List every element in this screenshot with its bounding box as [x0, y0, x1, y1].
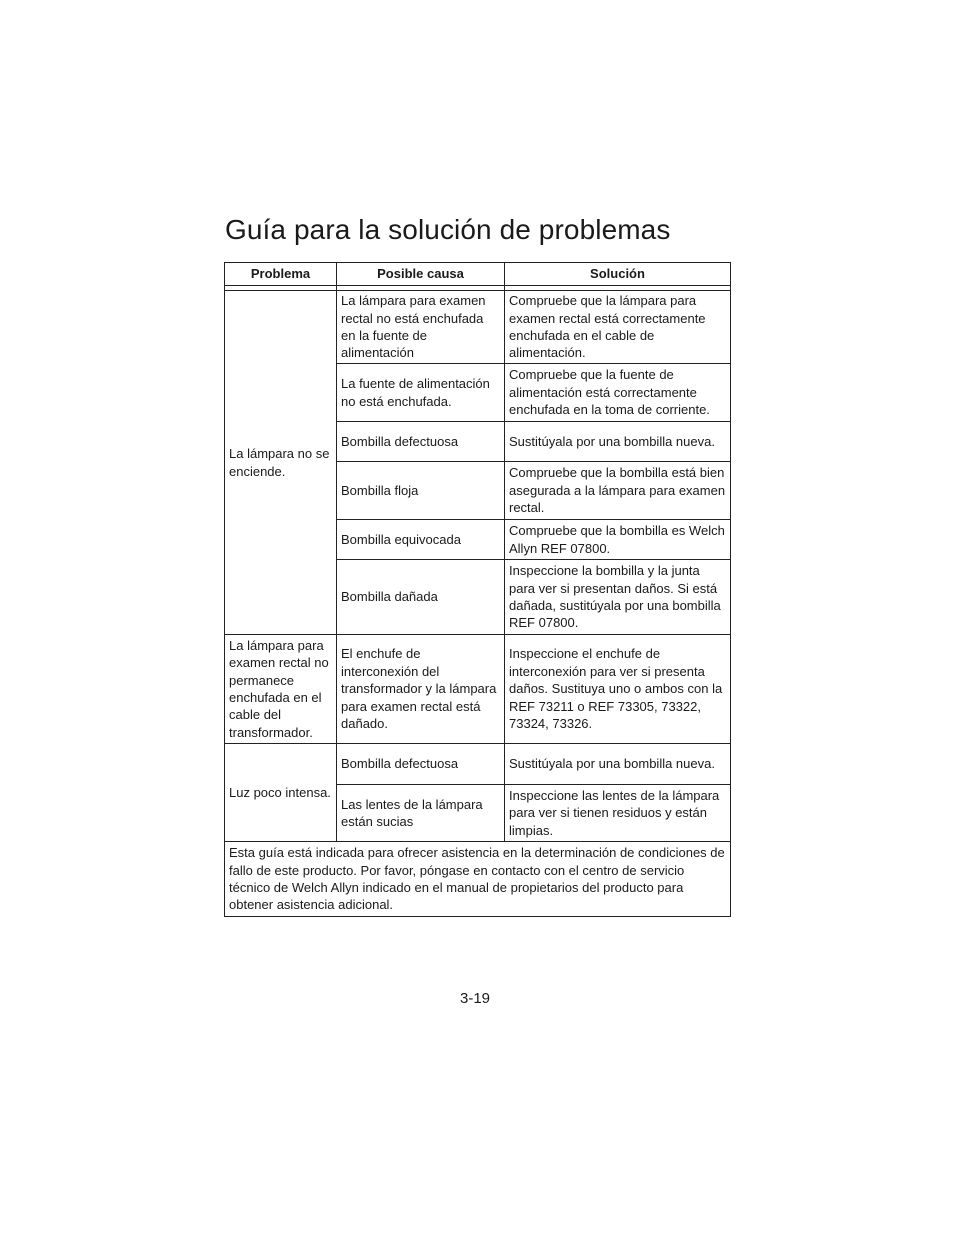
cause-cell: Bombilla defectuosa [337, 744, 505, 785]
cause-cell: La fuente de alimentación no está enchufada. [337, 364, 505, 422]
troubleshooting-table [224, 262, 731, 917]
table-row [225, 744, 731, 785]
cause-cell: Bombilla dañada [337, 560, 505, 635]
cause-cell: Las lentes de la lámpara están sucias [337, 785, 505, 842]
solution-cell: Compruebe que la bombilla es Welch Allyn REF 07800. [505, 520, 731, 560]
problem-cell: Luz poco intensa. [225, 744, 337, 842]
page-number: 3-19 [460, 990, 491, 1007]
cause-cell: La lámpara para examen rectal no está enchufada en la fuente de alimentación [337, 291, 505, 364]
table-note: Esta guía está indicada para ofrecer asistencia en la determinación de condiciones de fallo de este producto. Por favor, póngase en contacto con el centro de servicio técnico de Welch Allyn indicado en el manual de propietarios del producto para obtener asistencia adicional. [225, 842, 731, 917]
header-solution: Solución [505, 263, 731, 286]
cause-cell: El enchufe de interconexión del transformador y la lámpara para examen rectal está dañado. [337, 635, 505, 744]
solution-cell: Inspeccione el enchufe de interconexión para ver si presenta daños. Sustituya uno o ambos con la REF 73211 o REF 73305, 73322, 73324, 73326. [505, 635, 731, 744]
cause-cell: Bombilla equivocada [337, 520, 505, 560]
table-row [225, 291, 731, 364]
header-problem: Problema [225, 263, 337, 286]
solution-cell: Compruebe que la bombilla está bien asegurada a la lámpara para examen rectal. [505, 462, 731, 520]
problem-cell: La lámpara no se enciende. [225, 291, 337, 635]
table-header-row [225, 263, 731, 286]
cause-cell: Bombilla floja [337, 462, 505, 520]
table-note-row [225, 842, 731, 917]
solution-cell: Inspeccione las lentes de la lámpara para ver si tienen residuos y están limpias. [505, 785, 731, 842]
solution-cell: Sustitúyala por una bombilla nueva. [505, 744, 731, 785]
table-row [225, 635, 731, 744]
solution-cell: Sustitúyala por una bombilla nueva. [505, 422, 731, 462]
problem-cell: La lámpara para examen rectal no permanece enchufada en el cable del transformador. [225, 635, 337, 744]
solution-cell: Compruebe que la lámpara para examen rectal está correctamente enchufada en el cable de alimentación. [505, 291, 731, 364]
solution-cell: Compruebe que la fuente de alimentación está correctamente enchufada en la toma de corriente. [505, 364, 731, 422]
page-title: Guía para la solución de problemas [225, 214, 671, 245]
header-cause: Posible causa [337, 263, 505, 286]
cause-cell: Bombilla defectuosa [337, 422, 505, 462]
solution-cell: Inspeccione la bombilla y la junta para ver si presentan daños. Si está dañada, sustitúyala por una bombilla REF 07800. [505, 560, 731, 635]
